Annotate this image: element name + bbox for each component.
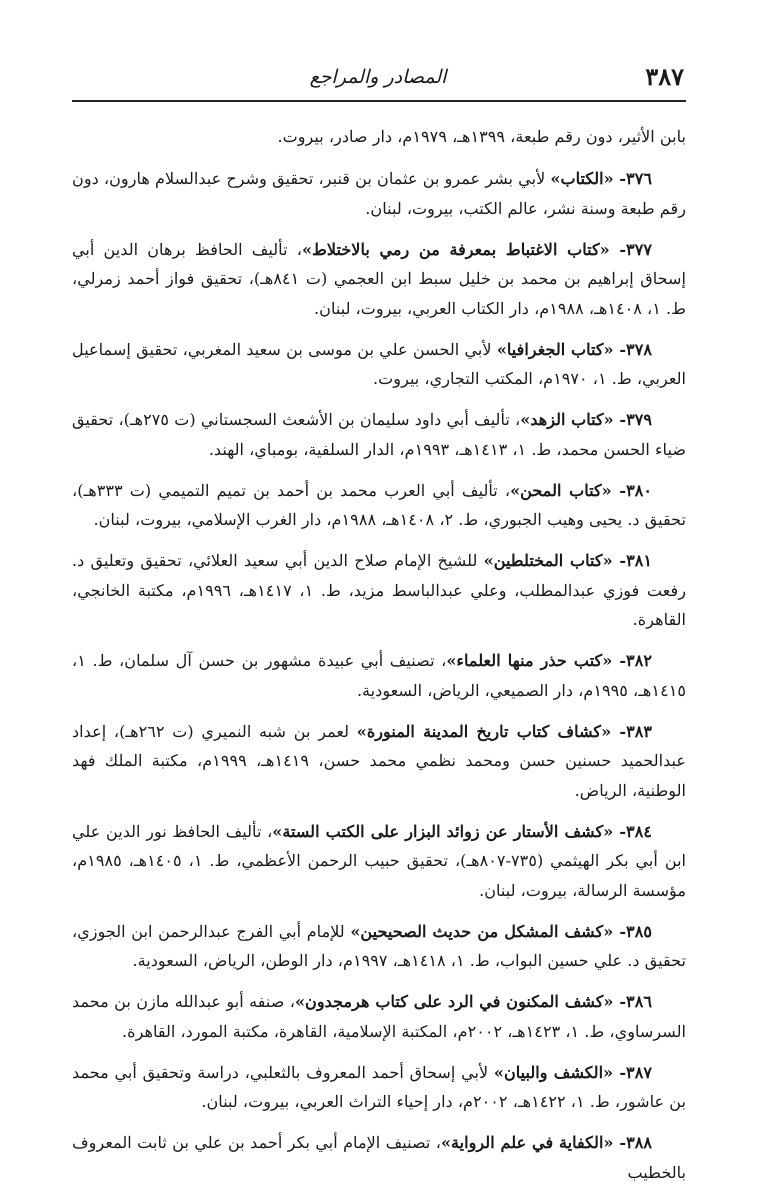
bibliography-entry xyxy=(72,335,686,394)
entry-title: «الكشف والبيان» xyxy=(493,1062,614,1082)
entry-text: ، صنفه أبو عبدالله مازن بن محمد السرساوي، ط. ١، ١٤٢٣هـ، ٢٠٠٢م، المكتبة الإسلامية، القاهرة، مكتبة المورد، القاهرة. xyxy=(72,992,686,1041)
entry-title: «كتاب الزهد» xyxy=(520,410,614,429)
bibliography-entry xyxy=(72,817,686,906)
entry-text: ، تصنيف أبي عبيدة مشهور بن حسن آل سلمان، ط. ١، ١٤١٥هـ، ١٩٩٥م، دار الصميعي، الرياض، السعودية. xyxy=(72,651,686,700)
entry-number: ٣٨٢- xyxy=(612,651,652,670)
entry-number: ٣٨٠- xyxy=(611,480,652,500)
entry-number: ٣٨٣- xyxy=(611,721,652,741)
bibliography-entry-continuation: بابن الأثير، دون رقم طبعة، ١٣٩٩هـ، ١٩٧٩م، دار صادر، بيروت. xyxy=(277,127,686,146)
entry-title: «كتاب الجغرافيا» xyxy=(496,339,614,359)
bibliography-entry xyxy=(72,717,686,806)
entry-number: ٣٨٧- xyxy=(613,1062,652,1082)
bibliography-entries xyxy=(72,122,687,1182)
bibliography-entry xyxy=(72,1128,686,1187)
entry-title: «كشف المشكل من حديث الصحيحين» xyxy=(350,921,614,941)
entry-title: «كتاب المحن» xyxy=(510,480,612,500)
entry-number: ٣٨٨- xyxy=(613,1133,652,1152)
entry-text: ، تأليف أبي داود سليمان بن الأشعث السجستاني (ت ٢٧٥هـ)، تحقيق ضياء الحسن محمد، ط. ١، ١٤١٣هـ، ١٩٩٣م، الدار السلفية، بومباي، الهند. xyxy=(72,410,686,459)
entry-title: «كتاب الاغتباط بمعرفة من رمي بالاختلاط» xyxy=(301,239,610,259)
entry-text: لأبي الحسن علي بن موسى بن سعيد المغربي، تحقيق إسماعيل العربي، ط. ١، ١٩٧٠م، المكتب التجاري، بيروت. xyxy=(72,339,686,388)
header-rule xyxy=(72,100,686,102)
page-number: ٣٨٧ xyxy=(645,62,684,91)
entry-title: «كتب حذر منها العلماء» xyxy=(446,651,613,670)
bibliography-entry xyxy=(72,1058,686,1117)
entry-number: ٣٨٥- xyxy=(613,921,652,941)
bibliography-entry xyxy=(72,546,686,635)
entry-number: ٣٨٦- xyxy=(613,992,652,1011)
entry-title: «كشف الأستار عن زوائد البزار على الكتب الستة» xyxy=(272,821,614,841)
entry-text: لأبي إسحاق أحمد المعروف بالثعلبي، دراسة وتحقيق أبي محمد بن عاشور، ط. ١، ١٤٢٢هـ، ٢٠٠٢م، دار إحياء التراث العربي، بيروت، لبنان. xyxy=(72,1062,686,1111)
entry-title: «كشف المكنون في الرد على كتاب هرمجدون» xyxy=(294,992,614,1011)
entry-number: ٣٨١- xyxy=(612,551,652,570)
entry-text: لعمر بن شبه النميري (ت ٢٦٢هـ)، إعداد عبدالحميد حسنين حسن ومحمد نظمي محمد حسن، ١٤١٩هـ، ١٩٩٩م، مكتبة الملك فهد الوطنية، الرياض. xyxy=(72,721,687,800)
bibliography-entry xyxy=(72,987,686,1046)
bibliography-entry xyxy=(72,476,686,535)
entry-text: ، تأليف أبي العرب محمد بن أحمد بن تميم التميمي (ت ٣٣٣هـ)، تحقيق د. يحيى وهيب الجبوري، ط. ٢، ١٤٠٨هـ، ١٩٨٨م، دار الغرب الإسلامي، بيروت، لبنان. xyxy=(72,480,686,529)
running-title: المصادر والمراجع xyxy=(309,66,447,88)
entry-title: «كتاب المختلطين» xyxy=(483,551,613,570)
entry-number: ٣٨٤- xyxy=(613,821,652,841)
bibliography-entry xyxy=(72,405,686,464)
entry-number: ٣٧٧- xyxy=(609,239,652,259)
page-header xyxy=(72,58,684,98)
entry-text: لأبي بشر عمرو بن عثمان بن قنبر، تحقيق وشرح عبدالسلام هارون، دون رقم طبعة وسنة نشر، عالم الكتب، بيروت، لبنان. xyxy=(72,169,686,218)
bibliography-entry xyxy=(72,235,686,324)
entry-title: «الكتاب» xyxy=(550,169,614,188)
entry-text: ، تأليف الحافظ برهان الدين أبي إسحاق إبراهيم بن محمد بن خليل سبط ابن العجمي (ت ٨٤١هـ)، تحقيق فواز أحمد زمرلي، ط. ١، ١٤٠٨هـ، ١٩٨٨م، دار الكتاب العربي، بيروت، لبنان. xyxy=(72,239,686,318)
entry-text: ، تصنيف الإمام أبي بكر أحمد بن علي بن ثابت المعروف بالخطيب xyxy=(72,1133,686,1182)
bibliography-entry xyxy=(72,917,686,976)
entry-title: «كشاف كتاب تاريخ المدينة المنورة» xyxy=(356,721,612,741)
entry-number: ٣٧٨- xyxy=(613,339,652,359)
entry-text: للشيخ الإمام صلاح الدين أبي سعيد العلائي، تحقيق وتعليق د. رفعت فوزي عبدالمطلب، وعلي عبدالباسط مزيد، ط. ١، ١٤١٧هـ، ١٩٩٦م، مكتبة الخانجي، القاهرة. xyxy=(72,551,687,629)
entry-number: ٣٧٩- xyxy=(613,410,653,429)
entry-title: «الكفاية في علم الرواية» xyxy=(441,1133,614,1152)
bibliography-entry xyxy=(72,646,686,705)
entry-number: ٣٧٦- xyxy=(613,169,652,188)
entry-text: للإمام أبي الفرج عبدالرحمن ابن الجوزي، تحقيق د. علي حسين البواب، ط. ١، ١٤١٨هـ، ١٩٩٧م، دار الوطن، الرياض، السعودية. xyxy=(72,921,686,970)
entry-text: ، تأليف الحافظ نور الدين علي ابن أبي بكر الهيثمي (٧٣٥-٨٠٧هـ)، تحقيق حبيب الرحمن الأعظمي، ط. ١، ١٤٠٥هـ، ١٩٨٥م، مؤسسة الرسالة، بيروت، لبنان. xyxy=(72,821,687,900)
bibliography-entry xyxy=(72,164,686,223)
